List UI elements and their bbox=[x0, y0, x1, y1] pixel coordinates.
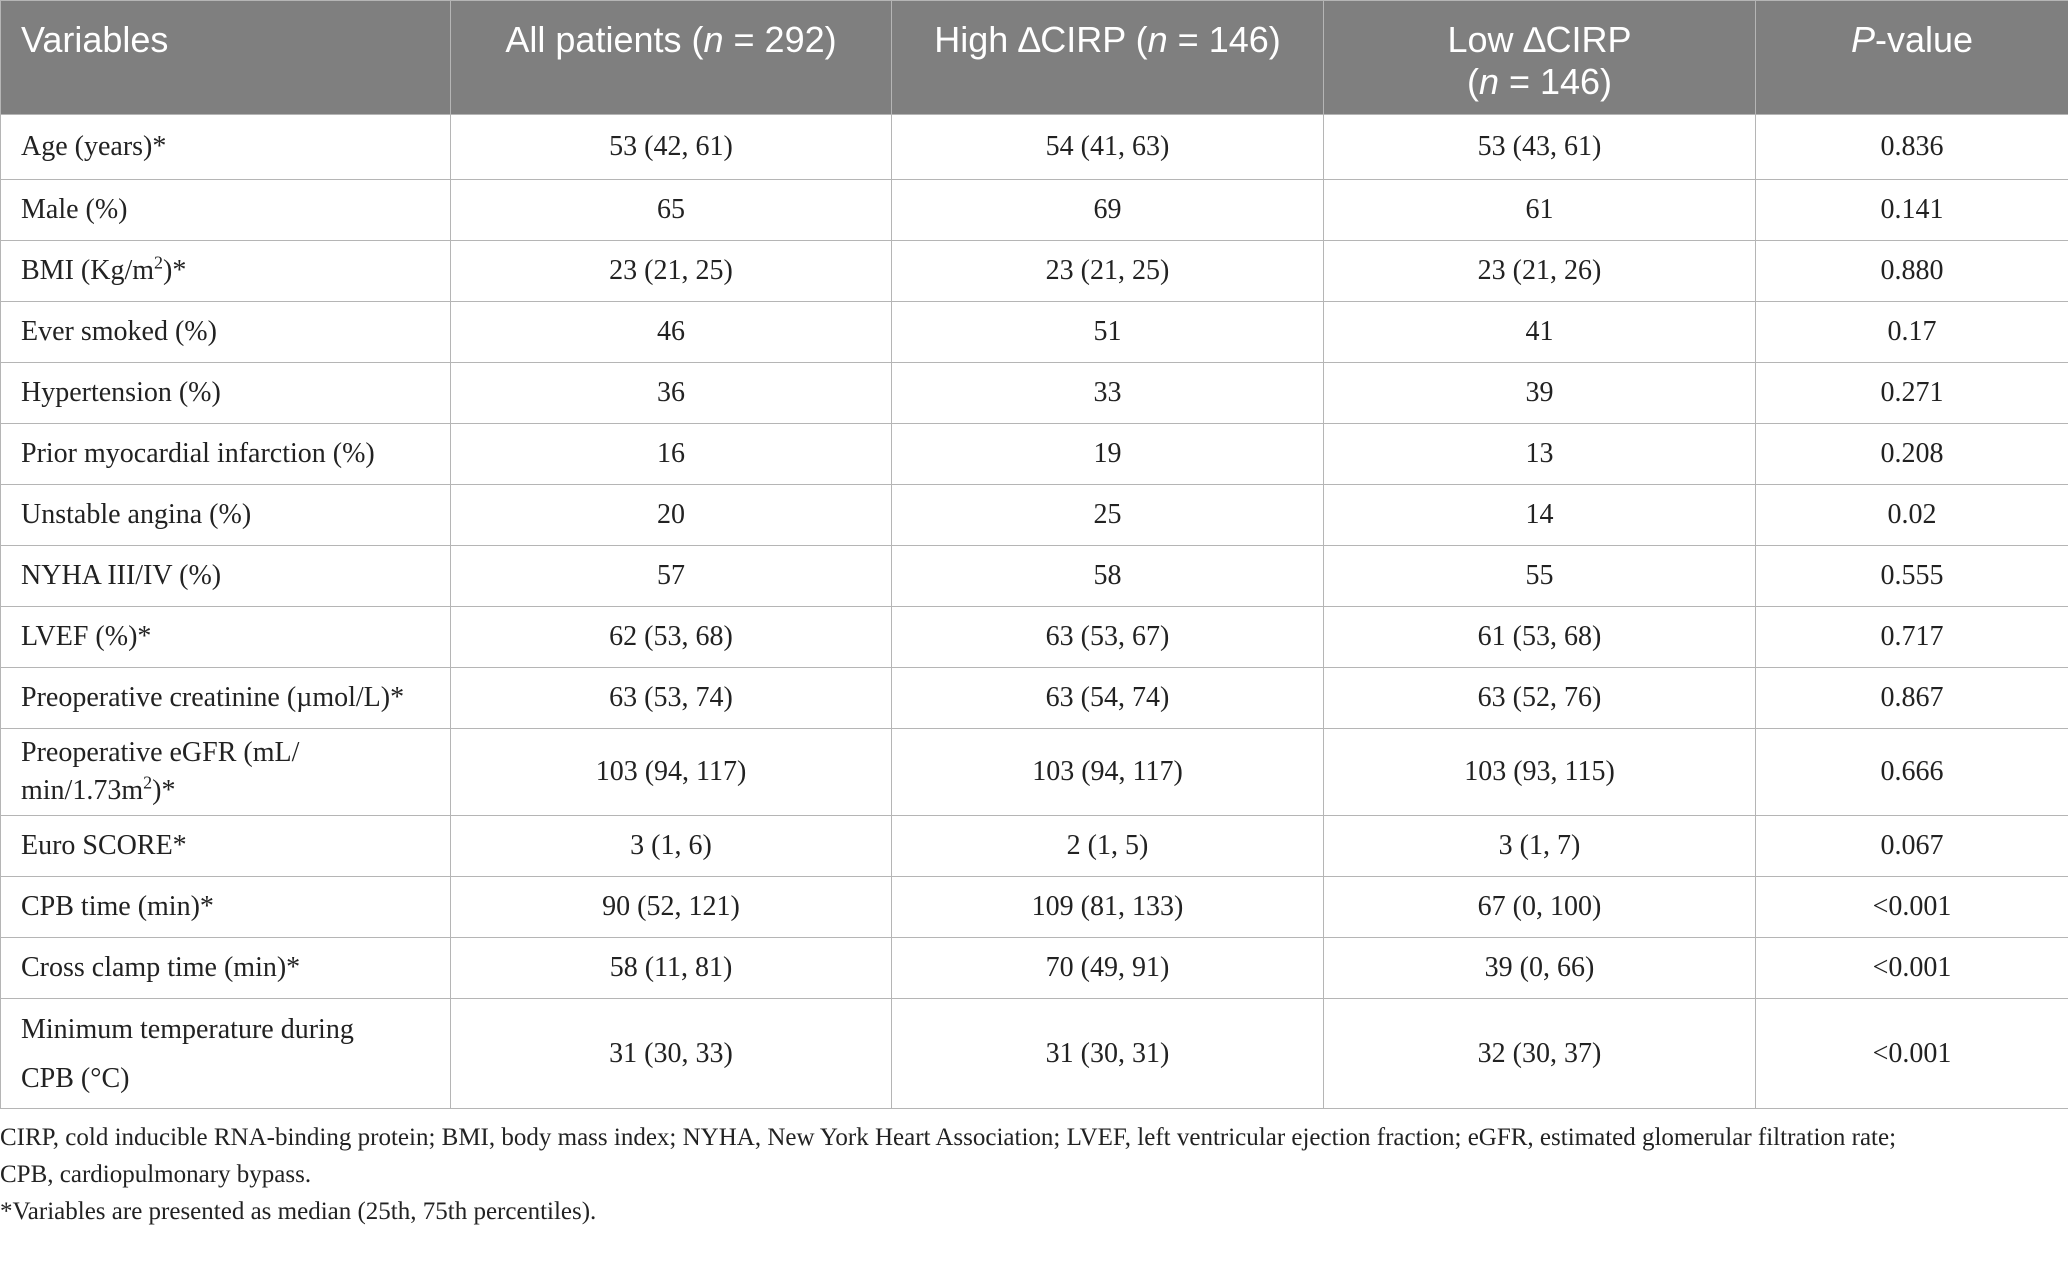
table-row bbox=[1, 668, 2068, 729]
header-all-patients: All patients (n = 292) bbox=[451, 1, 892, 115]
cell-p-value: 0.555 bbox=[1756, 546, 2068, 607]
table-row bbox=[1, 938, 2068, 999]
cell-low-cirp: 14 bbox=[1324, 485, 1756, 546]
abbreviations-footnote: CIRP, cold inducible RNA-binding protein; BMI, body mass index; NYHA, New York Heart Association; LVEF, left ventricular ejection fraction; eGFR, estimated glomerular filtration rate; CPB, cardiopulmonary bypass. bbox=[0, 1124, 1897, 1188]
cell-p-value: 0.208 bbox=[1756, 424, 2068, 485]
cell-variable: Ever smoked (%) bbox=[1, 302, 451, 363]
table-header bbox=[1, 1, 2068, 115]
cell-variable: CPB time (min)* bbox=[1, 877, 451, 938]
table-row bbox=[1, 241, 2068, 302]
cell-all-patients: 57 bbox=[451, 546, 892, 607]
cell-variable: Prior myocardial infarction (%) bbox=[1, 424, 451, 485]
cell-low-cirp: 39 (0, 66) bbox=[1324, 938, 1756, 999]
cell-all-patients: 63 (53, 74) bbox=[451, 668, 892, 729]
table-footnotes bbox=[0, 1119, 2068, 1230]
cell-p-value: 0.880 bbox=[1756, 241, 2068, 302]
cell-variable: Cross clamp time (min)* bbox=[1, 938, 451, 999]
table-body bbox=[1, 115, 2068, 1109]
cell-p-value: <0.001 bbox=[1756, 938, 2068, 999]
cell-p-value: 0.867 bbox=[1756, 668, 2068, 729]
cell-high-cirp: 2 (1, 5) bbox=[892, 816, 1324, 877]
cell-high-cirp: 19 bbox=[892, 424, 1324, 485]
cell-low-cirp: 61 bbox=[1324, 180, 1756, 241]
cell-high-cirp: 23 (21, 25) bbox=[892, 241, 1324, 302]
table-row bbox=[1, 363, 2068, 424]
header-row bbox=[1, 1, 2068, 115]
median-footnote: *Variables are presented as median (25th, 75th percentiles). bbox=[0, 1198, 597, 1225]
cell-high-cirp: 63 (53, 67) bbox=[892, 607, 1324, 668]
cell-all-patients: 16 bbox=[451, 424, 892, 485]
cell-all-patients: 62 (53, 68) bbox=[451, 607, 892, 668]
table-row bbox=[1, 424, 2068, 485]
cell-high-cirp: 31 (30, 31) bbox=[892, 999, 1324, 1109]
cell-low-cirp: 55 bbox=[1324, 546, 1756, 607]
table-row bbox=[1, 546, 2068, 607]
header-variables: Variables bbox=[1, 1, 451, 115]
table-row bbox=[1, 729, 2068, 816]
cell-all-patients: 36 bbox=[451, 363, 892, 424]
table-row bbox=[1, 485, 2068, 546]
cell-high-cirp: 33 bbox=[892, 363, 1324, 424]
cell-p-value: 0.836 bbox=[1756, 115, 2068, 180]
cell-all-patients: 103 (94, 117) bbox=[451, 729, 892, 816]
cell-variable: Unstable angina (%) bbox=[1, 485, 451, 546]
cell-low-cirp: 23 (21, 26) bbox=[1324, 241, 1756, 302]
cell-high-cirp: 54 (41, 63) bbox=[892, 115, 1324, 180]
cell-p-value: 0.067 bbox=[1756, 816, 2068, 877]
cell-high-cirp: 51 bbox=[892, 302, 1324, 363]
table-row bbox=[1, 816, 2068, 877]
cell-p-value: 0.271 bbox=[1756, 363, 2068, 424]
cell-low-cirp: 61 (53, 68) bbox=[1324, 607, 1756, 668]
cell-p-value: 0.666 bbox=[1756, 729, 2068, 816]
cell-variable: Hypertension (%) bbox=[1, 363, 451, 424]
cell-p-value: 0.02 bbox=[1756, 485, 2068, 546]
cell-variable: Preoperative creatinine (µmol/L)* bbox=[1, 668, 451, 729]
cell-variable: BMI $(Kg/m^2)*$ bbox=[1, 241, 451, 302]
table-row bbox=[1, 999, 2068, 1109]
cell-all-patients: 46 bbox=[451, 302, 892, 363]
cell-high-cirp: 69 bbox=[892, 180, 1324, 241]
cell-high-cirp: 109 (81, 133) bbox=[892, 877, 1324, 938]
cell-high-cirp: 58 bbox=[892, 546, 1324, 607]
table-row bbox=[1, 115, 2068, 180]
cell-variable: NYHA III/IV (%) bbox=[1, 546, 451, 607]
cell-all-patients: 31 (30, 33) bbox=[451, 999, 892, 1109]
cell-p-value: 0.141 bbox=[1756, 180, 2068, 241]
cell-all-patients: 58 (11, 81) bbox=[451, 938, 892, 999]
cell-low-cirp: 63 (52, 76) bbox=[1324, 668, 1756, 729]
cell-p-value: <0.001 bbox=[1756, 999, 2068, 1109]
cell-all-patients: 3 (1, 6) bbox=[451, 816, 892, 877]
cell-low-cirp: 39 bbox=[1324, 363, 1756, 424]
table-row bbox=[1, 302, 2068, 363]
cell-all-patients: 53 (42, 61) bbox=[451, 115, 892, 180]
cell-low-cirp: 3 (1, 7) bbox=[1324, 816, 1756, 877]
cell-high-cirp: 103 (94, 117) bbox=[892, 729, 1324, 816]
cell-low-cirp: 53 (43, 61) bbox=[1324, 115, 1756, 180]
cell-variable: Male (%) bbox=[1, 180, 451, 241]
cell-p-value: 0.717 bbox=[1756, 607, 2068, 668]
cell-all-patients: 23 (21, 25) bbox=[451, 241, 892, 302]
cell-p-value: 0.17 bbox=[1756, 302, 2068, 363]
cell-low-cirp: 41 bbox=[1324, 302, 1756, 363]
cell-all-patients: 90 (52, 121) bbox=[451, 877, 892, 938]
cell-low-cirp: 67 (0, 100) bbox=[1324, 877, 1756, 938]
header-high-cirp: High ∆CIRP (n = 146) bbox=[892, 1, 1324, 115]
cell-high-cirp: 25 bbox=[892, 485, 1324, 546]
table-row bbox=[1, 180, 2068, 241]
cell-low-cirp: 13 bbox=[1324, 424, 1756, 485]
cell-all-patients: 20 bbox=[451, 485, 892, 546]
cell-variable: LVEF (%)* bbox=[1, 607, 451, 668]
table-row bbox=[1, 877, 2068, 938]
table-row bbox=[1, 607, 2068, 668]
cell-variable: Minimum temperature during CPB (°C) bbox=[1, 999, 451, 1109]
cell-high-cirp: 63 (54, 74) bbox=[892, 668, 1324, 729]
cell-all-patients: 65 bbox=[451, 180, 892, 241]
cell-high-cirp: 70 (49, 91) bbox=[892, 938, 1324, 999]
cell-p-value: <0.001 bbox=[1756, 877, 2068, 938]
header-p-value: P-value bbox=[1756, 1, 2068, 115]
cell-variable: Euro SCORE* bbox=[1, 816, 451, 877]
cell-low-cirp: 103 (93, 115) bbox=[1324, 729, 1756, 816]
cell-variable: Preoperative eGFR (mL/ $\min/1.73m^2)*$ bbox=[1, 729, 451, 816]
cell-low-cirp: 32 (30, 37) bbox=[1324, 999, 1756, 1109]
header-low-cirp: Low ∆CIRP (n = 146) bbox=[1324, 1, 1756, 115]
cell-variable: Age (years)* bbox=[1, 115, 451, 180]
